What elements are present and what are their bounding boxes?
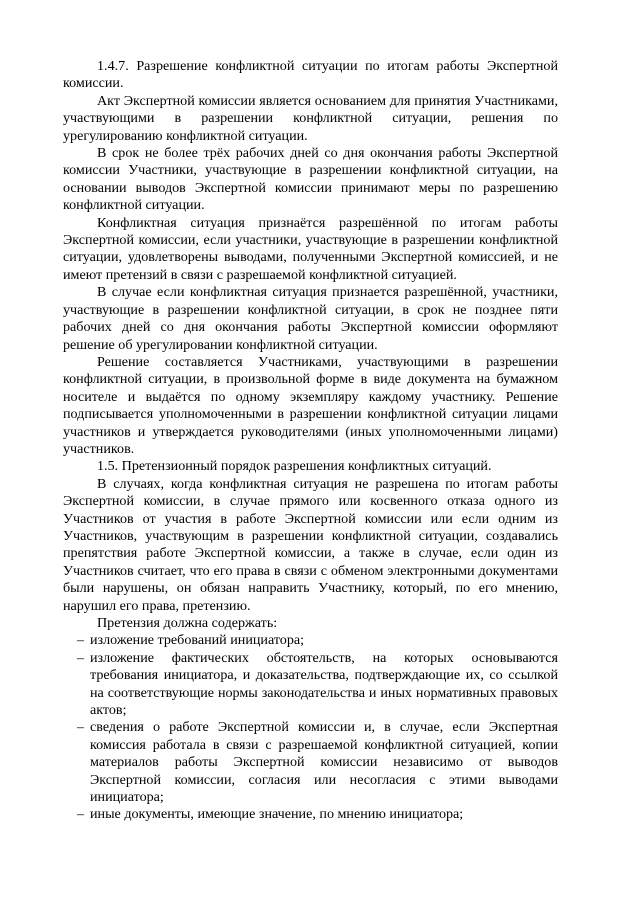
list-item (63, 806, 558, 823)
paragraph-resolved-condition: Конфликтная ситуация признаётся разрешённой по итогам работы Экспертной комиссии, если участники, участвующие в разрешении конфликтной ситуации, удовлетворены выводами, полученными Экспертной комиссией, и не имеют претензий в связи с разрешаемой конфликтной ситуацией. (63, 214, 558, 283)
list-dash: – (77, 632, 85, 649)
list-item (63, 650, 558, 720)
paragraph-claim-contents: Претензия должна содержать: (97, 615, 278, 631)
list-item (63, 719, 558, 806)
claim-requirements-list (63, 632, 558, 823)
paragraph-act-basis: Акт Экспертной комиссии является основанием для принятия Участниками, участвующими в разрешении конфликтной ситуации, решения по урегулированию конфликтной ситуации. (63, 92, 558, 144)
paragraph-claim-cases: В случаях, когда конфликтная ситуация не разрешена по итогам работы Экспертной комиссии, в случае прямого или косвенного отказа одного из Участников от участия в работе Экспертной комиссии или если одним из Участников, участвующим в разрешении конфликтной ситуации, создавались препятствия работе Экспертной комиссии, а также в случае, если один из Участников считает, что его права в связи с обменом электронными документами были нарушены, он обязан направить Участнику, который, по его мнению, нарушил его права, претензию. (63, 475, 558, 614)
section-heading-1-5: 1.5. Претензионный порядок разрешения конфликтных ситуаций. (97, 458, 492, 475)
section-heading-1-4-7: 1.4.7. Разрешение конфликтной ситуации по итогам работы Экспертной комиссии. (63, 58, 558, 92)
list-item-text: сведения о работе Экспертной комиссии и, в случае, если Экспертная комиссия работала в связи с разрешаемой конфликтной ситуацией, копии материалов работы Экспертной комиссии независимо от выводов Экспертной комиссии, согласия или несогласия с этими выводами инициатора; (90, 719, 558, 806)
list-dash: – (77, 649, 85, 666)
list-item-text: изложение требований инициатора; (90, 632, 305, 649)
list-dash: – (77, 719, 85, 736)
paragraph-resolution-decision: В случае если конфликтная ситуация признается разрешённой, участники, участвующие в разрешении конфликтной ситуации, в срок не позднее пяти рабочих дней со дня окончания работы Экспертной комиссии оформляют решение об урегулировании конфликтной ситуации. (63, 284, 558, 353)
paragraph-decision-form: Решение составляется Участниками, участвующими в разрешении конфликтной ситуации, в произвольной форме в виде документа на бумажном носителе и выдаётся по одному экземпляру каждому участнику. Решение подписывается уполномоченными в разрешении конфликтной ситуации лицами участников и утверждается руководителями (иных уполномоченными лицами) участников. (63, 353, 558, 457)
list-item-text: изложение фактических обстоятельств, на которых основываются требования инициатора, и доказательства, подтверждающие их, со ссылкой на соответствующие нормы законодательства и иных нормативных правовых актов; (90, 649, 558, 719)
list-dash: – (77, 806, 85, 823)
list-item-text: иные документы, имеющие значение, по мнению инициатора; (90, 806, 464, 823)
list-item (63, 632, 558, 649)
paragraph-three-days: В срок не более трёх рабочих дней со дня окончания работы Экспертной комиссии Участники, участвующие в разрешении конфликтной ситуации, на основании выводов Экспертной комиссии принимают меры по разрешению конфликтной ситуации. (63, 145, 558, 214)
